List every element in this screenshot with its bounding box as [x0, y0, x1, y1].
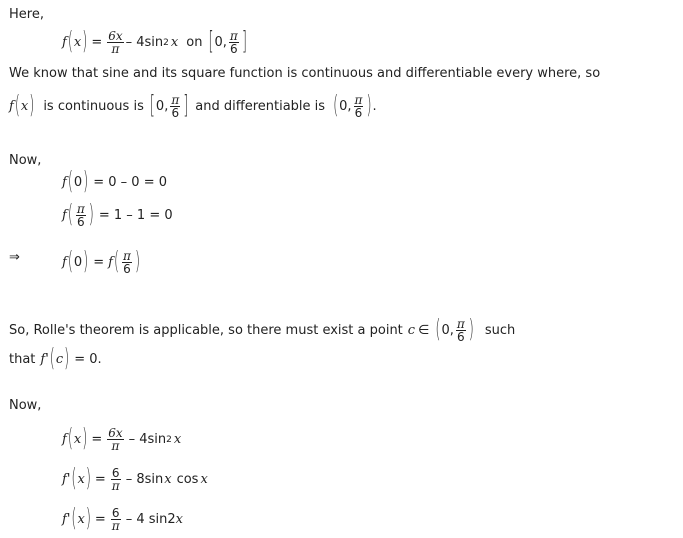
- implies-line: [9, 250, 20, 265]
- paren-open: (: [14, 92, 20, 121]
- bracket-close: ]: [183, 92, 189, 121]
- numerator: 6: [111, 506, 120, 520]
- that-line: [9, 345, 102, 374]
- x-var: x: [164, 472, 172, 487]
- f-symbol: f: [62, 432, 67, 447]
- paren-close: ): [366, 92, 372, 121]
- f-symbol: f: [62, 472, 67, 487]
- fraction-pi-6: [122, 250, 132, 275]
- interval-zero: 0,: [214, 35, 227, 50]
- paren-open: (: [49, 345, 55, 374]
- fraction-pi-6: [354, 94, 364, 119]
- interval-zero: 0,: [339, 99, 352, 114]
- x-var: x: [73, 35, 82, 50]
- paren-open: (: [67, 248, 73, 277]
- paren-close: ): [88, 201, 94, 230]
- paren-close: ): [82, 425, 88, 454]
- equals: =: [91, 432, 103, 447]
- f-symbol: f: [62, 35, 67, 50]
- statement-text: We know that sine and its square function is continuous and differentiable every where, so: [9, 66, 601, 81]
- paren-open: (: [333, 92, 339, 121]
- equals-zero: = 0.: [74, 352, 102, 367]
- x-var: x: [170, 35, 179, 50]
- arg: 0: [73, 255, 83, 270]
- equals: =: [91, 35, 103, 50]
- denominator: π: [111, 439, 120, 453]
- minus-4sin2: – 4 sin2: [125, 512, 176, 527]
- denominator: π: [111, 42, 120, 56]
- paren-close: ): [83, 248, 89, 277]
- fraction-6-pi: [111, 507, 121, 532]
- f-symbol: f: [62, 208, 67, 223]
- equals: =: [94, 472, 106, 487]
- interval-zero: 0,: [155, 99, 169, 114]
- bracket-open: [: [149, 92, 155, 121]
- statement-line: [9, 66, 600, 81]
- denominator: π: [111, 519, 120, 533]
- given-function: [62, 30, 248, 55]
- interval-zero: 0,: [441, 323, 454, 338]
- numerator: 6x: [108, 29, 123, 43]
- x-var: x: [200, 472, 208, 487]
- equality-line: [62, 250, 141, 275]
- f-symbol: f: [62, 175, 67, 190]
- numerator: π: [171, 93, 180, 107]
- equals: =: [93, 255, 105, 270]
- here-text: Here,: [9, 7, 44, 22]
- fraction-pi-6: [456, 318, 466, 343]
- x-var: x: [77, 512, 85, 527]
- denominator: 6: [123, 262, 131, 276]
- paren-open: (: [71, 505, 77, 534]
- paren-open: (: [435, 316, 441, 345]
- prime: ': [66, 472, 71, 487]
- that-text: that: [9, 352, 36, 367]
- denominator: 6: [230, 42, 238, 56]
- numerator: 6x: [108, 426, 123, 440]
- c-var: c: [55, 352, 64, 367]
- continuous-text: is continuous is: [43, 99, 144, 114]
- now-label-1: [9, 153, 41, 168]
- x-var: x: [77, 472, 85, 487]
- bracket-close: ]: [241, 28, 247, 57]
- minus-8sin: – 8sin: [125, 472, 164, 487]
- paren-close: ): [134, 248, 141, 277]
- now-text: Now,: [9, 153, 42, 168]
- derivation-line-1: [62, 427, 181, 452]
- prime: ': [45, 352, 49, 367]
- f-zero-line: [62, 168, 168, 197]
- paren-open: (: [67, 168, 73, 197]
- fraction-6x-pi: [107, 427, 123, 452]
- paren-close: ): [85, 465, 91, 494]
- bracket-open: [: [208, 28, 214, 57]
- numerator: π: [229, 29, 238, 43]
- denominator: 6: [171, 106, 180, 120]
- x-var: x: [73, 432, 82, 447]
- paren-open: (: [67, 28, 73, 57]
- element-of: ∈: [418, 323, 430, 338]
- such-text: such: [484, 323, 516, 338]
- f-symbol: f: [62, 512, 67, 527]
- paren-close: ): [85, 505, 91, 534]
- minus-4sin: – 4sin: [125, 35, 164, 50]
- implies-arrow: ⇒: [9, 250, 20, 265]
- numerator: 6: [111, 466, 120, 480]
- fraction-pi-6: [229, 30, 239, 55]
- numerator: π: [456, 317, 465, 331]
- f-symbol: f: [108, 255, 113, 270]
- paren-open: (: [67, 425, 73, 454]
- numerator: π: [123, 249, 131, 263]
- f-symbol: f: [62, 255, 67, 270]
- denominator: π: [111, 479, 120, 493]
- f-symbol: f: [40, 352, 46, 367]
- c-var: c: [407, 323, 416, 338]
- result: = 1 – 1 = 0: [98, 208, 173, 223]
- prime: ': [66, 512, 71, 527]
- equals: =: [94, 512, 106, 527]
- fraction-pi-6: [170, 94, 180, 119]
- exponent: 2: [163, 37, 169, 48]
- derivation-line-3: [62, 507, 183, 532]
- x-var: x: [20, 99, 29, 114]
- denominator: 6: [77, 215, 85, 229]
- paren-close: ): [468, 316, 474, 345]
- on-word: on: [186, 35, 203, 50]
- numerator: π: [76, 202, 85, 216]
- differentiable-text: and differentiable is: [195, 99, 326, 114]
- here-label: [9, 7, 44, 22]
- f-pi6-line: [62, 203, 173, 228]
- now-label-2: [9, 398, 41, 413]
- rolle-line: [9, 318, 515, 343]
- result: = 0 – 0 = 0: [93, 175, 168, 190]
- paren-open: (: [113, 248, 120, 277]
- cos-text: cos: [176, 472, 199, 487]
- f-symbol: f: [9, 99, 14, 114]
- minus-4sin: – 4sin: [128, 432, 167, 447]
- denominator: 6: [354, 106, 363, 120]
- rolle-text: So, Rolle's theorem is applicable, so there must exist a point: [9, 323, 403, 338]
- paren-open: (: [71, 465, 77, 494]
- derivation-line-2: [62, 467, 208, 492]
- denominator: 6: [457, 330, 465, 344]
- paren-close: ): [82, 28, 88, 57]
- period: .: [372, 99, 377, 114]
- paren-open: (: [67, 201, 73, 230]
- numerator: π: [354, 93, 363, 107]
- arg: 0: [73, 175, 83, 190]
- fraction-6x-pi: [107, 30, 123, 55]
- x-var: x: [173, 432, 182, 447]
- fraction-pi-6: [76, 203, 86, 228]
- exponent: 2: [166, 434, 172, 445]
- continuity-line: [9, 94, 377, 119]
- paren-close: ): [83, 168, 89, 197]
- paren-close: ): [29, 92, 35, 121]
- paren-close: ): [64, 345, 70, 374]
- now-text: Now,: [9, 398, 42, 413]
- x-var: x: [175, 512, 183, 527]
- fraction-6-pi: [111, 467, 121, 492]
